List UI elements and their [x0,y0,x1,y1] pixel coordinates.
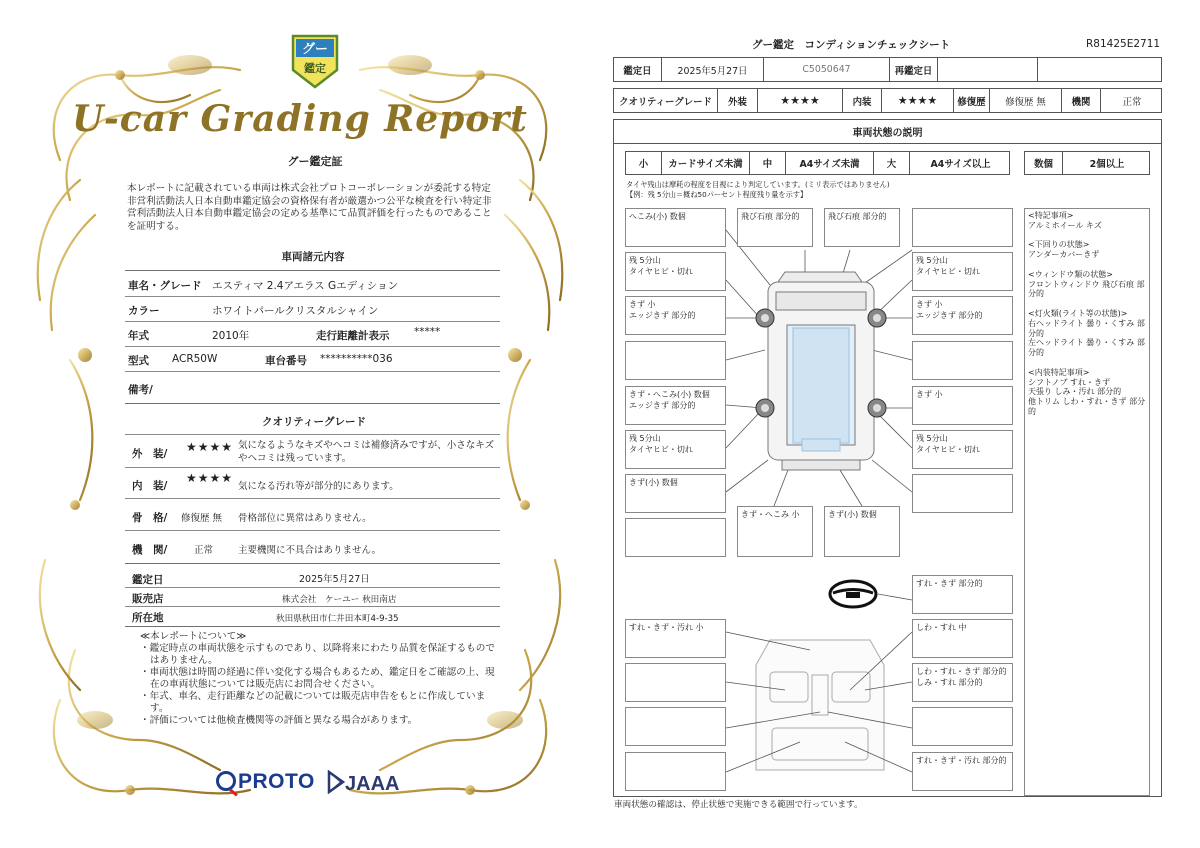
damage-box-left-front-door: きず 小 エッジきず 部分的 [625,296,726,335]
tire-box-front-right: 残 5分山 タイヤヒビ・切れ [912,252,1013,291]
report-id: R81425E2711 [1086,38,1161,50]
interior-stars: ★★★★ [882,89,954,112]
exterior-text: 気になるようなキズやヘコミは補修済みですが、小さなキズやヘコミは残っています。 [238,440,495,464]
note-lights: <灯火類(ライト等の状態)> 右ヘッドライト 曇り・くすみ 部分的 左ヘッドライト 曇り・くすみ 部分的 [1028,308,1145,358]
interior-box-right-1: しわ・すれ 中 [912,619,1013,658]
interior-box-left-1: すれ・きず・汚れ 小 [625,619,726,658]
name-value: エスティマ 2.4アエラス Gエディション [212,280,399,292]
scale-count-desc: 2個以上 [1089,159,1125,170]
frame-value: 修復歴 無 [181,513,223,524]
tire-box-rear-right: 残 5分山 タイヤヒビ・切れ [912,430,1013,469]
proto-logo-text: PROTO [238,770,315,793]
tire-box-front-left: 残 5分山 タイヤヒビ・切れ [625,252,726,291]
interior-stars: ★★★★ [186,471,234,485]
jaaa-mark-icon [327,770,345,794]
exterior-label: 外 装/ [132,448,168,460]
divider [125,563,500,564]
scale-large: 大 [874,152,910,174]
damage-box-front-left: へこみ(小) 数個 [625,208,726,247]
quality-heading: クオリティーグレード [262,416,366,428]
model-value: ACR50W [172,353,218,365]
notice-heading: ≪本レポートについて≫ [140,631,247,642]
divider [125,587,500,588]
damage-box-rear-right [912,474,1013,513]
color-value: ホワイトパールクリスタルシャイン [212,305,379,317]
damage-box-back-door-right: きず(小) 数個 [824,506,900,557]
chassis-label: 車台番号 [265,355,307,367]
note-interior: <内装特記事項> シフトノブ すれ・きず 天張り しみ・汚れ 部分的 他トリム しわ・すれ・きず 部分的 [1028,367,1146,416]
damage-box-right-middle [912,341,1013,380]
damage-box-bonnet-right: 飛び石痕 部分的 [824,208,900,247]
appraisal-date-value: 2025年5月27日 [299,574,370,585]
damage-box-right-front-door: きず 小 エッジきず 部分的 [912,296,1013,335]
svg-text:鑑定: 鑑定 [304,62,326,75]
notice-item: ・年式、車名、走行距離などの記載については販売店申告をもとに作成しています。 [140,691,486,714]
shop-value: 株式会社 ケーユー 秋田南店 [282,595,397,605]
divider [125,498,500,499]
exterior-stars: ★★★★ [186,440,234,454]
name-label: 車名・グレード [128,280,202,292]
notice-item: ・車両状態は時間の経過に伴い変化する場合もあるため、鑑定日をご確認の上、現在の車両状態については販売店にお問合せください。 [140,667,495,690]
repair-label: 修復歴 [954,89,990,112]
notice-item: ・評価については他検査機関等の評価と異なる場合があります。 [140,715,418,726]
year-value: 2010年 [212,330,250,342]
interior-box-left-3 [625,707,726,746]
goo-appraisal-badge-icon [287,32,343,90]
divider [125,371,500,372]
engine-value: 正常 [1122,96,1142,108]
interior-box-right-2: しわ・すれ・きず 部分的 しみ・すれ 部分的 [912,663,1013,702]
interior-text: 気になる汚れ等が部分的にあります。 [238,481,399,492]
appraisal-date-label: 鑑定日 [132,574,164,586]
exterior-stars: ★★★★ [758,89,843,112]
repair-value: 修復歴 無 [990,89,1062,112]
note-undercarriage: <下回りの状態> アンダーカバーきず [1028,240,1100,260]
engine-label: 機関 [1062,89,1101,112]
exterior-label: 外装 [718,89,758,112]
frame-label: 骨 格/ [132,512,168,524]
damage-box-front-right [912,208,1013,247]
certificate-intro: 本レポートに記載されている車両は株式会社プロトコーポレーションが委託する特定非営利活動法人日本自動車鑑定協会の資格保有者が厳選かつ公平な検査を行い特定非営利活動法人日本自動車鑑定協会の定める基準にて品質評価を行ったものであることを証明する。 [127,183,492,232]
interior-box-right-3 [912,707,1013,746]
proto-mark-icon [216,771,236,791]
damage-box-rear-left: きず(小) 数個 [625,474,726,513]
condition-check-sheet [600,0,1200,848]
spec-heading: 車両諸元内容 [281,251,345,263]
tire-box-rear-left: 残 5分山 タイヤヒビ・切れ [625,430,726,469]
divider [125,626,500,627]
divider [125,321,500,322]
divider [125,467,500,468]
damage-box-bonnet-left: 飛び石痕 部分的 [737,208,813,247]
svg-text:グー: グー [301,42,329,57]
note-windows: <ウィンドウ類の状態> フロントウィンドウ 飛び石痕 部分的 [1028,269,1145,299]
report-notice [140,631,496,727]
divider [125,606,500,607]
shop-label: 販売店 [132,593,164,605]
scale-count: 数個 [1025,152,1063,174]
damage-box-left-rear-door: きず・へこみ(小) 数個 エッジきず 部分的 [625,386,726,425]
sheet-title: グー鑑定 コンディションチェックシート [752,39,951,51]
engine-label: 機 関/ [132,544,168,556]
divider [125,403,500,404]
divider [125,346,500,347]
note-special: <特記事項> アルミホイール キズ [1028,211,1102,230]
interior-box-steering: すれ・きず 部分的 [912,575,1013,614]
divider [125,270,500,271]
reappraisal-label: 再鑑定日 [890,58,938,81]
steering-wheel-icon [830,581,876,607]
interior-label: 内装 [843,89,882,112]
proto-logo [216,770,315,794]
chassis-value: **********036 [320,353,393,365]
scale-mid: 中 [750,152,786,174]
damage-box-right-rear-door: きず 小 [912,386,1013,425]
interior-box-left-2 [625,663,726,702]
interior-label: 内 装/ [132,480,168,492]
tire-note: タイヤ残山は摩耗の程度を目視により判定しています。(ミリ表示ではありません) [626,180,890,189]
remarks-label: 備考/ [128,384,153,396]
code-value: C5050647 [764,58,890,81]
scale-mid-desc: A4サイズ未満 [786,152,874,174]
sheet-footer: 車両状態の確認は、停止状態で実施できる範囲で行っています。 [614,800,863,810]
scale-small: 小 [626,152,662,174]
date-label: 鑑定日 [614,58,662,81]
odometer-label: 走行距離計表示 [316,330,390,342]
divider [125,434,500,435]
divider [125,530,500,531]
address-label: 所在地 [132,612,164,624]
special-notes-panel [1024,208,1150,796]
divider [125,296,500,297]
interior-box-right-4: すれ・きず・汚れ 部分的 [912,752,1013,791]
date-value: 2025年5月27日 [662,58,764,81]
address-value: 秋田県秋田市仁井田本町4-9-35 [276,614,399,624]
engine-text: 主要機関に不具合はありません。 [238,545,382,556]
tire-example-note: 【例：残 5分山＝概ね50パーセント程度残り量を示す】 [626,190,808,199]
certificate-title: U-car Grading Report [72,98,528,140]
notice-item: ・鑑定時点の車両状態を示すものであり、以降将来にわたり品質を保証するものではありません。 [140,643,495,666]
quality-label: クオリティーグレード [614,89,718,112]
damage-box-bottom-left [625,518,726,557]
color-label: カラー [128,305,160,317]
engine-value: 正常 [194,545,214,556]
year-label: 年式 [128,330,149,342]
scale-large-desc: A4サイズ以上 [930,159,991,170]
frame-text: 骨格部位に異常はありません。 [238,513,372,524]
damage-box-back-door-left: きず・へこみ 小 [737,506,813,557]
interior-box-left-4 [625,752,726,791]
jaaa-logo [327,770,399,796]
jaaa-logo-text: JAAA [345,773,400,795]
certificate-subtitle: グー鑑定証 [287,155,343,168]
damage-box-left-middle [625,341,726,380]
odometer-value: ***** [414,326,441,338]
scale-small-desc: カードサイズ未満 [662,152,750,174]
section-title: 車両状態の説明 [613,119,1162,144]
model-label: 型式 [128,355,149,367]
